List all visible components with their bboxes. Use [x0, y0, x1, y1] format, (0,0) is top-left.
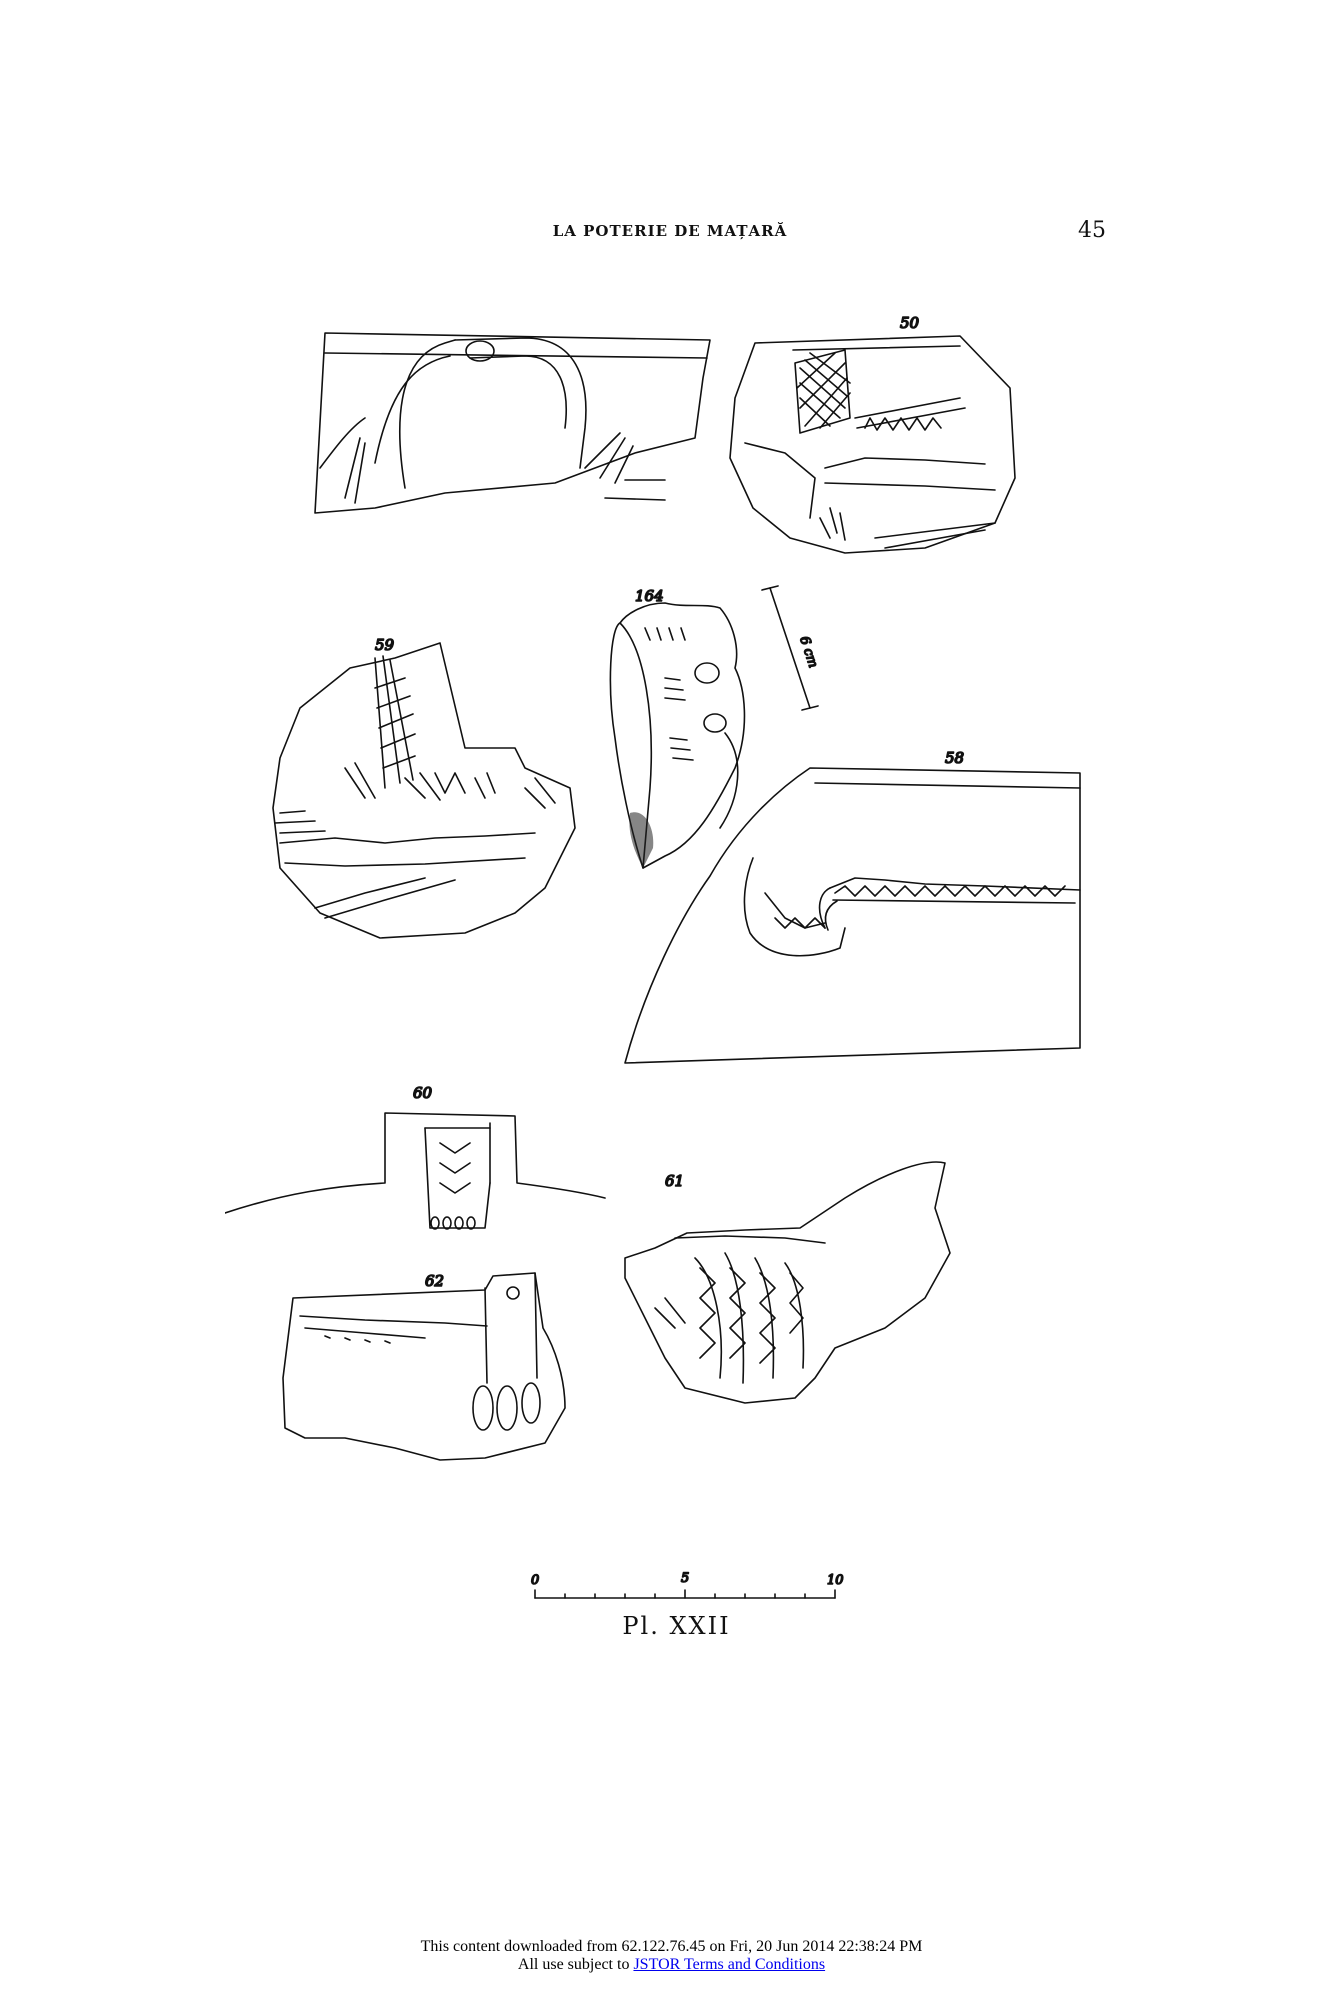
- plate-drawing: [225, 268, 1125, 1608]
- fragment-50-label: 50: [900, 314, 920, 332]
- plate-illustration: [225, 268, 1125, 1608]
- fragment-59-drawing: [273, 643, 575, 938]
- scale-label-start: 0: [531, 1573, 540, 1588]
- terms-prefix: All use subject to: [517, 1956, 634, 1973]
- plate-caption: [0, 1612, 1343, 1640]
- plate-caption-text: Pl. XXII: [622, 1612, 731, 1640]
- fragment-164-drawing: [610, 603, 744, 868]
- fragment-61-label: 61: [665, 1172, 685, 1190]
- scale-label-mid: 5: [681, 1571, 690, 1586]
- fragment-60-label: 60: [413, 1084, 433, 1102]
- running-head: [0, 218, 1343, 252]
- fragment-60-drawing: [225, 1113, 605, 1229]
- fragment-50-drawing: [730, 336, 1015, 553]
- fragment-62-label: 62: [425, 1272, 445, 1290]
- fragment-59-label: 59: [375, 636, 395, 654]
- fragment-top-left-drawing: [315, 333, 710, 513]
- fragment-58-label: 58: [945, 749, 965, 767]
- page-number: 45: [1078, 218, 1106, 243]
- download-notice-line2: [0, 1956, 1343, 1974]
- fragment-61-drawing: [625, 1162, 950, 1403]
- download-notice: [0, 1938, 1343, 1974]
- fragment-164-label: 164: [635, 587, 664, 605]
- fragment-58-drawing: [625, 768, 1080, 1063]
- fragment-62-drawing: [283, 1273, 565, 1460]
- jstor-terms-link[interactable]: JSTOR Terms and Conditions: [633, 1956, 826, 1973]
- scale-bar: [535, 1590, 835, 1598]
- dimension-label: 6 cm: [796, 634, 821, 670]
- scale-label-end: 10: [827, 1573, 844, 1588]
- download-notice-line1: This content downloaded from 62.122.76.45 on Fri, 20 Jun 2014 22:38:24 PM: [420, 1938, 923, 1955]
- running-title: LA POTERIE DE MAȚARĂ: [552, 222, 788, 240]
